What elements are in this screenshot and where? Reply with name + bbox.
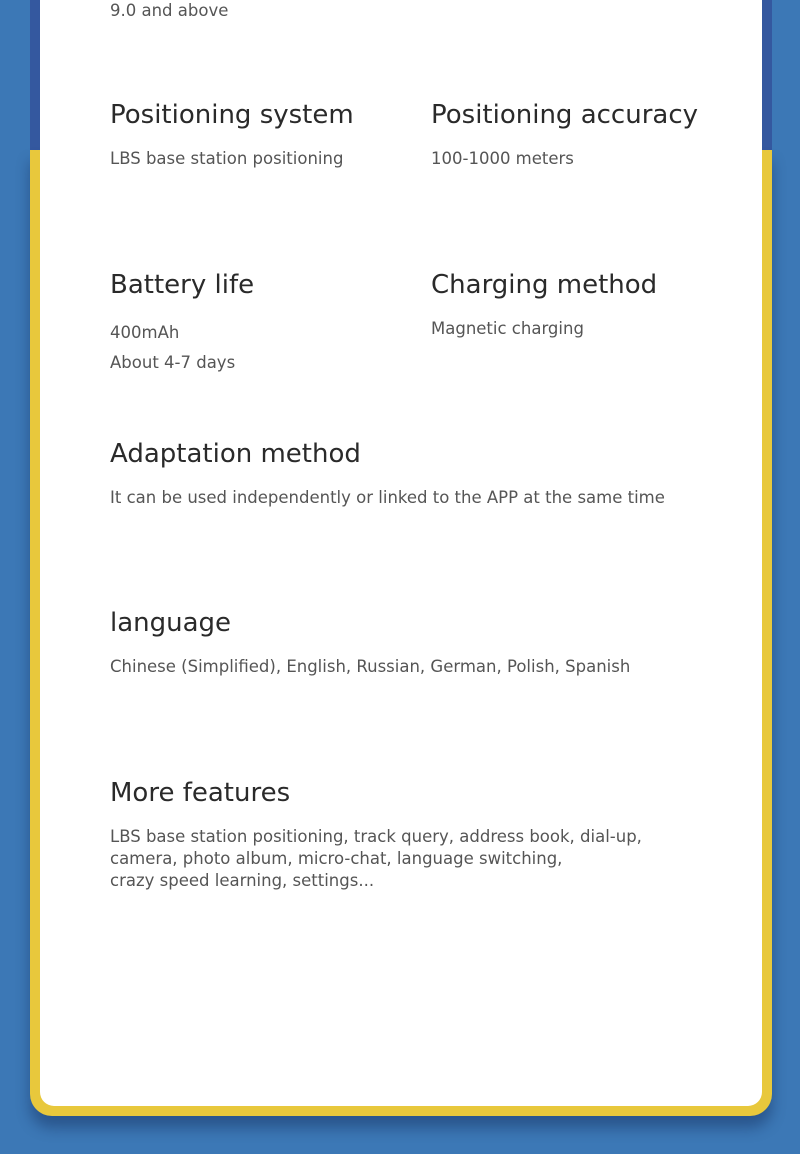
positioning-system-title: Positioning system (110, 100, 354, 130)
language-value: Chinese (Simplified), English, Russian, German, Polish, Spanish (110, 657, 631, 676)
more-features-title: More features (110, 778, 291, 808)
language-title: language (110, 608, 232, 638)
battery-duration-line: About 4-7 days (110, 353, 236, 372)
positioning-accuracy-value: 100-1000 meters (431, 149, 574, 168)
more-features-value (110, 826, 710, 892)
battery-life-title: Battery life (110, 270, 255, 300)
more-features-line: camera, photo album, micro-chat, language switching, (110, 849, 563, 868)
os-requirement-value: 9.0 and above (110, 1, 229, 20)
adaptation-method-title: Adaptation method (110, 439, 361, 469)
more-features-line: crazy speed learning, settings... (110, 871, 375, 890)
positioning-system-value: LBS base station positioning (110, 149, 344, 168)
charging-method-value: Magnetic charging (431, 319, 584, 338)
charging-method-title: Charging method (431, 270, 658, 300)
spec-card (40, 0, 762, 1106)
adaptation-method-value: It can be used independently or linked to the APP at the same time (110, 488, 665, 507)
more-features-line: LBS base station positioning, track query, address book, dial-up, (110, 827, 642, 846)
positioning-accuracy-title: Positioning accuracy (431, 100, 699, 130)
battery-capacity-line: 400mAh (110, 323, 180, 342)
battery-life-value (110, 318, 235, 378)
